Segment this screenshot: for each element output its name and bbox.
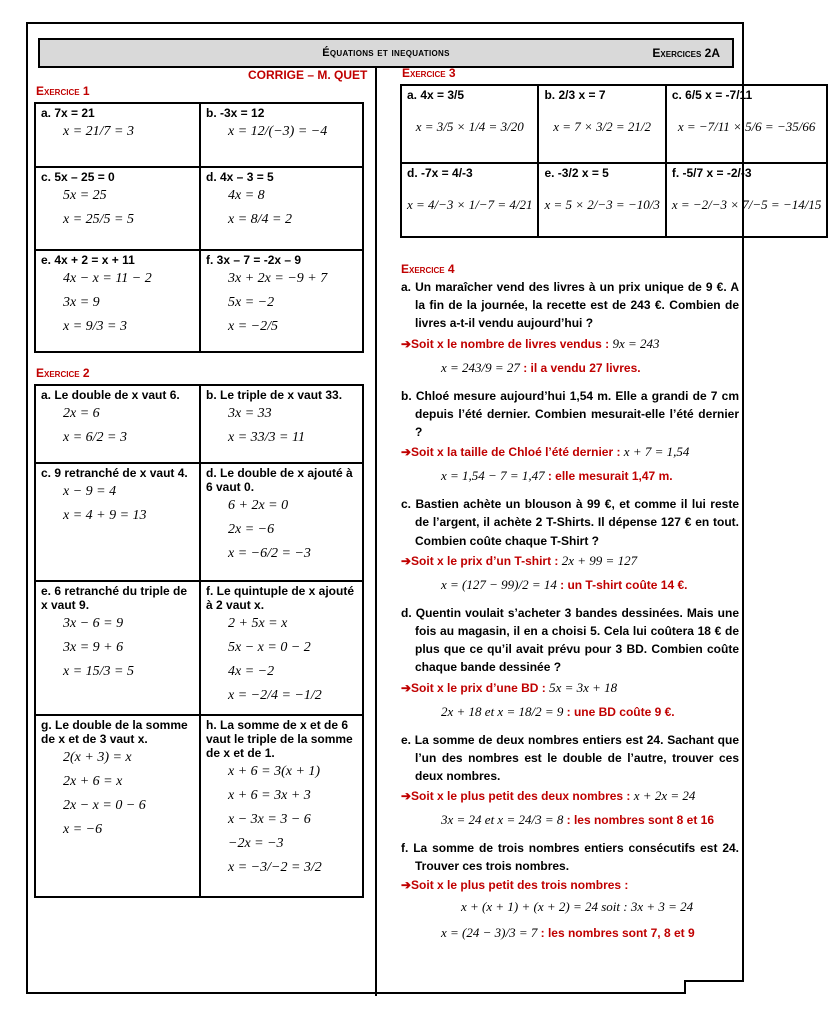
ex2-line: x = −2/4 = −1/2 — [228, 688, 322, 703]
ex1-line: 5x = 25 — [63, 188, 107, 203]
ex3-solution: x = 4/−3 × 1/−7 = 4/21 — [407, 197, 533, 212]
ex2-line: x = −6/2 = −3 — [228, 546, 311, 561]
ex1-line: x = 8/4 = 2 — [228, 212, 292, 227]
ex3-cell — [666, 163, 828, 237]
ex2-line: x − 9 = 4 — [63, 484, 117, 499]
ex2-line: 2(x + 3) = x — [63, 750, 132, 765]
ex4-eq-a: 9x = 243 — [612, 335, 660, 351]
ex2-question: a. Le double de x vaut 6. — [41, 388, 180, 402]
ex4-answer-c: : un T-shirt coûte 14 €. — [560, 577, 688, 592]
ex2-line: 2x − x = 0 − 6 — [63, 798, 146, 813]
exercise-code: Exercices 2A — [652, 46, 720, 60]
ex2-cell — [35, 385, 200, 463]
ex4-question-e: e. La somme de deux nombres entiers est 24. Sachant que l’un des nombres est le double de l’autre, trouver ces deux nombres. — [401, 732, 739, 784]
ex1-line: x = 9/3 = 3 — [63, 319, 127, 334]
ex3-question: b. 2/3 x = 7 — [544, 88, 606, 102]
ex2-line: 2x + 6 = x — [63, 774, 123, 789]
ex4-solution-f: x = (24 − 3)/3 = 7 — [441, 924, 538, 940]
ex1-line: 5x = −2 — [228, 295, 275, 310]
exercise-1-title: Exercice 1 — [36, 84, 90, 98]
ex1-cell — [200, 103, 363, 167]
ex4-let-e: ➔Soit x le plus petit des deux nombres : — [401, 789, 631, 804]
ex1-line: 4x = 8 — [228, 188, 265, 203]
ex4-answer-d: : une BD coûte 9 €. — [566, 704, 675, 719]
ex1-cell — [35, 250, 200, 352]
ex3-question: c. 6/5 x = -7/11 — [671, 88, 753, 102]
ex3-cell — [401, 163, 538, 237]
ex1-line: x = 12/(−3) = −4 — [228, 124, 328, 139]
header-bar — [38, 38, 734, 68]
ex4-let-c: ➔Soit x le prix d’un T-shirt : — [401, 553, 559, 568]
ex2-line: x + 6 = 3(x + 1) — [228, 764, 321, 779]
ex2-cell — [200, 463, 363, 581]
ex4-answer-e: : les nombres sont 8 et 16 — [566, 813, 714, 828]
ex1-cell — [35, 167, 200, 250]
ex1-question: a. 7x = 21 — [41, 106, 95, 120]
ex4-solution-e: 3x = 24 et x = 24/3 = 8 — [441, 812, 564, 828]
ex4-let-f: ➔Soit x le plus petit des trois nombres : — [401, 877, 629, 892]
ex2-question: b. Le triple de x vaut 33. — [206, 388, 343, 402]
ex2-line: x = 33/3 = 11 — [228, 430, 305, 445]
exercise-4-title: Exercice 4 — [401, 262, 455, 276]
ex3-question: a. 4x = 3/5 — [407, 88, 465, 102]
ex1-cell — [200, 250, 363, 352]
ex3-cell — [538, 85, 665, 163]
ex2-cell — [35, 715, 200, 897]
ex2-line: 3x = 9 + 6 — [63, 640, 124, 655]
ex3-cell — [666, 85, 828, 163]
ex2-line: x − 3x = 3 − 6 — [228, 812, 311, 827]
exercise-3-title: Exercice 3 — [402, 66, 456, 80]
ex2-line: x = 15/3 = 5 — [63, 664, 134, 679]
ex2-line: 5x − x = 0 − 2 — [228, 640, 311, 655]
ex2-line: x = 4 + 9 = 13 — [63, 508, 147, 523]
ex1-line: x = 21/7 = 3 — [63, 124, 134, 139]
ex4-solution-a: x = 243/9 = 27 — [441, 359, 520, 375]
ex1-line: 3x + 2x = −9 + 7 — [228, 271, 328, 286]
ex1-line: 3x = 9 — [63, 295, 100, 310]
ex3-solution: x = 3/5 × 1/4 = 3/20 — [415, 119, 524, 134]
ex2-line: 2x = −6 — [228, 522, 275, 537]
ex3-question: f. -5/7 x = -2/-3 — [671, 166, 752, 180]
ex3-cell — [401, 85, 538, 163]
page-corner-fold — [684, 980, 744, 994]
column-divider — [375, 68, 377, 996]
ex4-eq-d: 5x = 3x + 18 — [549, 679, 618, 695]
ex4-eq-b: x + 7 = 1,54 — [623, 444, 690, 460]
ex2-line: 2x = 6 — [63, 406, 100, 421]
exercise-4-body — [401, 278, 739, 946]
ex1-question: c. 5x – 25 = 0 — [41, 170, 115, 184]
ex2-cell — [200, 385, 363, 463]
ex4-question-f: f. La somme de trois nombres entiers consécutifs est 24. Trouver ces trois nombres. — [401, 841, 739, 874]
ex2-question: d. Le double de x ajouté à 6 vaut 0. — [206, 466, 353, 494]
ex4-answer-b: : elle mesurait 1,47 m. — [547, 469, 673, 484]
ex2-cell — [200, 581, 363, 715]
ex1-cell — [200, 167, 363, 250]
exercise-2-table — [34, 384, 364, 898]
ex3-question: d. -7x = 4/-3 — [407, 166, 473, 180]
exercise-1-table — [34, 102, 364, 353]
ex2-question: c. 9 retranché de x vaut 4. — [41, 466, 188, 480]
ex4-question-a: a. Un maraîcher vend des livres à un prix unique de 9 €. A la fin de la journée, la recette est de 243 €. Combien de livres a-t-il vendu aujourd’hui ? — [401, 280, 739, 331]
ex2-question: f. Le quintuple de x ajouté à 2 vaut x. — [206, 584, 355, 612]
exercise-2-title: Exercice 2 — [36, 366, 90, 380]
ex4-solution-b: x = 1,54 − 7 = 1,47 — [441, 468, 545, 484]
ex2-line: 2 + 5x = x — [228, 616, 288, 631]
ex2-line: x = −6 — [63, 822, 103, 837]
ex2-cell — [35, 581, 200, 715]
ex2-line: x = −3/−2 = 3/2 — [228, 860, 322, 875]
ex2-question: h. La somme de x et de 6 vaut le triple de la somme de x et de 1. — [206, 718, 353, 760]
ex4-solution-d: 2x + 18 et x = 18/2 = 9 — [441, 703, 564, 719]
ex3-question: e. -3/2 x = 5 — [544, 166, 609, 180]
ex1-line: x = −2/5 — [228, 319, 278, 334]
ex4-eq-f: x + (x + 1) + (x + 2) = 24 soit : 3x + 3 = 24 — [461, 898, 694, 914]
page-title: Équations et inequations — [322, 47, 450, 59]
ex3-solution: x = −7/11 × 5/6 = −35/66 — [677, 119, 816, 134]
ex4-question-b: b. Chloé mesure aujourd’hui 1,54 m. Elle a grandi de 7 cm depuis l’été dernier. Combien mesurait-elle l’été dernier ? — [401, 388, 739, 440]
ex3-solution: x = 7 × 3/2 = 21/2 — [553, 119, 652, 134]
ex4-let-b: ➔Soit x la taille de Chloé l’été dernier : — [401, 445, 621, 460]
ex4-let-d: ➔Soit x le prix d’une BD : — [401, 680, 546, 695]
exercise-3-table — [400, 84, 828, 238]
ex1-cell — [35, 103, 200, 167]
ex2-line: −2x = −3 — [228, 836, 284, 851]
ex2-line: 3x = 33 — [228, 406, 272, 421]
ex4-eq-c: 2x + 99 = 127 — [561, 552, 638, 568]
corrige-label: CORRIGE – M. QUET — [248, 68, 368, 82]
ex2-question: g. Le double de la somme de x et de 3 vaut x. — [41, 718, 188, 746]
ex4-solution-c: x = (127 − 99)/2 = 14 — [441, 576, 557, 592]
ex4-question-d: d. Quentin voulait s’acheter 3 bandes dessinées. Mais une fois au magasin, il en a choisi 5. Cela lui coûtera 18 € de plus que ce qu’il avait prévu pour 3 BD. Combien coûte chaque bande dessinée ? — [401, 605, 739, 675]
ex2-line: x + 6 = 3x + 3 — [228, 788, 311, 803]
ex2-question: e. 6 retranché du triple de x vaut 9. — [41, 584, 188, 612]
ex4-eq-e: x + 2x = 24 — [633, 788, 696, 804]
ex2-line: 3x − 6 = 9 — [63, 616, 124, 631]
ex2-line: 6 + 2x = 0 — [228, 498, 289, 513]
ex1-question: f. 3x – 7 = -2x – 9 — [206, 253, 302, 267]
ex4-let-a: ➔Soit x le nombre de livres vendus : — [401, 336, 610, 351]
ex3-solution: x = 5 × 2/−3 = −10/3 — [544, 197, 660, 212]
ex2-cell — [35, 463, 200, 581]
ex1-question: e. 4x + 2 = x + 11 — [41, 253, 135, 267]
ex4-answer-a: : il a vendu 27 livres. — [523, 360, 641, 375]
ex4-answer-f: : les nombres sont 7, 8 et 9 — [540, 925, 695, 940]
ex2-line: x = 6/2 = 3 — [63, 430, 127, 445]
ex2-line: 4x = −2 — [228, 664, 275, 679]
ex1-line: x = 25/5 = 5 — [63, 212, 134, 227]
ex1-question: b. -3x = 12 — [206, 106, 265, 120]
ex3-solution: x = −2/−3 × 7/−5 = −14/15 — [671, 197, 822, 212]
ex1-line: 4x − x = 11 − 2 — [63, 271, 152, 286]
ex1-question: d. 4x – 3 = 5 — [206, 170, 274, 184]
ex3-cell — [538, 163, 665, 237]
ex4-question-c: c. Bastien achète un blouson à 99 €, et comme il lui reste de l’argent, il achète 2 T-Shirts. Il dépense 127 € en tout. Combien coûte chaque T-Shirt ? — [401, 497, 739, 548]
ex2-cell — [200, 715, 363, 897]
